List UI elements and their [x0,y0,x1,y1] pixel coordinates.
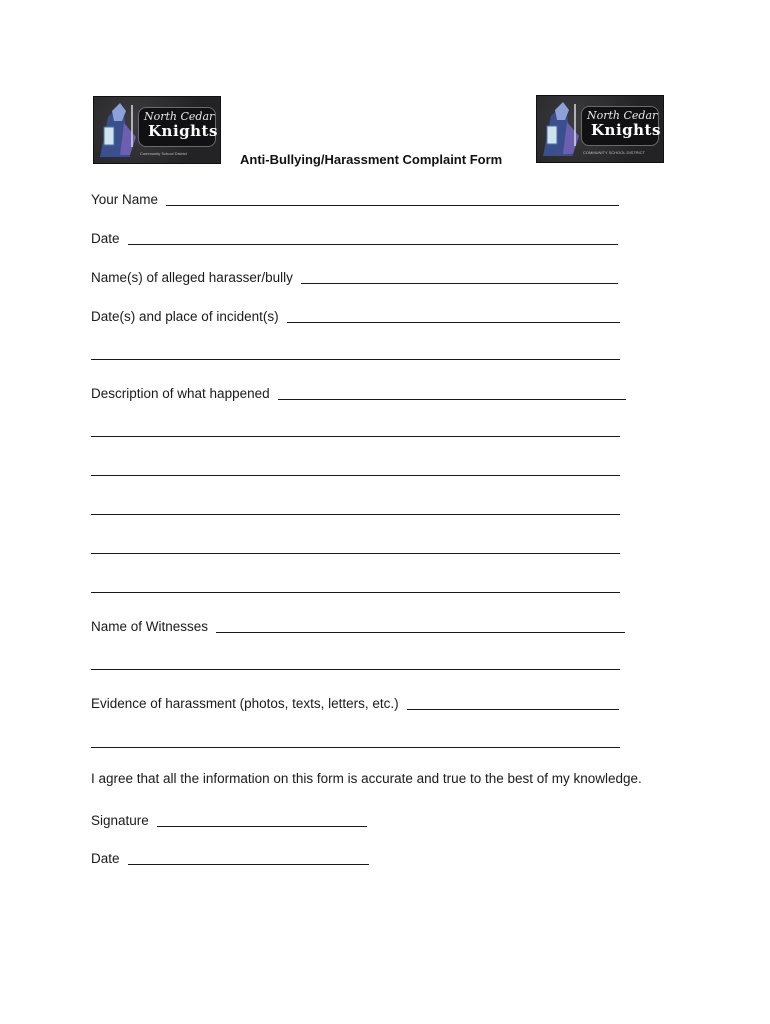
evidence-field[interactable] [407,709,619,710]
final-date-label: Date [91,851,120,866]
logo-tagline: Community School District [140,151,187,156]
incident-field[interactable] [287,322,620,323]
signature-label: Signature [91,813,149,828]
harasser-field[interactable] [301,283,618,284]
incident-label: Date(s) and place of incident(s) [91,309,279,324]
witnesses-row [91,615,625,635]
signature-field[interactable] [157,826,367,827]
description-field-line-2[interactable] [91,436,620,437]
evidence-label: Evidence of harassment (photos, texts, letters, etc.) [91,696,399,711]
logo-text-knights: Knights [591,121,661,139]
description-label: Description of what happened [91,386,270,401]
evidence-field-continued[interactable] [91,747,620,748]
description-field-line-6[interactable] [91,592,620,593]
logo-tagline: COMMUNITY SCHOOL DISTRICT [583,150,646,155]
form-title: Anti-Bullying/Harassment Complaint Form [240,152,503,167]
description-field[interactable] [278,399,626,400]
incident-row [91,305,620,325]
school-logo-right [536,95,664,163]
description-field-line-4[interactable] [91,514,620,515]
description-field-line-5[interactable] [91,553,620,554]
description-field-line-3[interactable] [91,475,620,476]
evidence-row [91,692,619,712]
your-name-field[interactable] [166,205,619,206]
date-label: Date [91,231,120,246]
witnesses-field[interactable] [216,632,625,633]
harasser-label: Name(s) of alleged harasser/bully [91,270,293,285]
logo-text-north-cedar: North Cedar [144,110,215,123]
witnesses-label: Name of Witnesses [91,619,209,634]
logo-text-north-cedar: North Cedar [587,109,658,122]
witnesses-field-continued[interactable] [91,669,620,670]
final-date-field[interactable] [128,864,369,865]
signature-row [91,809,367,829]
final-date-row [91,847,369,867]
date-row [91,227,618,247]
logo-text-knights: Knights [148,122,218,140]
date-field[interactable] [128,244,618,245]
harasser-row [91,266,618,286]
agreement-statement: I agree that all the information on this form is accurate and true to the best of my knowledge. [91,771,642,786]
your-name-row [91,188,619,208]
incident-field-continued[interactable] [91,359,620,360]
your-name-label: Your Name [91,192,159,207]
school-logo-left [93,96,221,164]
description-row [91,382,626,402]
